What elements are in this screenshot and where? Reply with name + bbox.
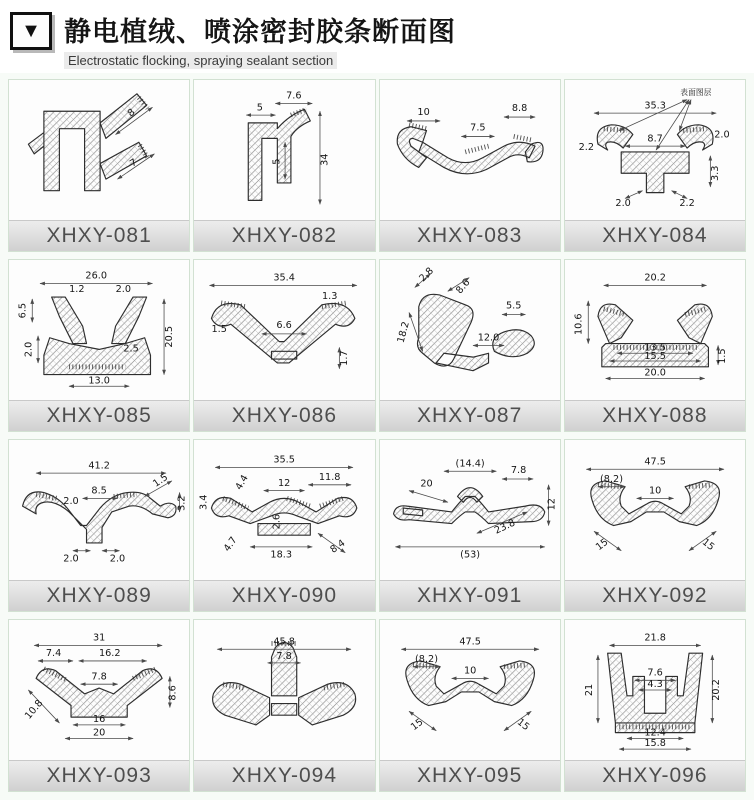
dimension-label: 23.8 — [492, 517, 517, 537]
dimension-label: 21 — [583, 683, 595, 697]
cross-section-svg — [380, 620, 560, 760]
dimension-label: 7.5 — [469, 122, 486, 134]
catalog-cell — [8, 259, 190, 432]
dimension-label: 18.3 — [270, 549, 293, 561]
profile-shape — [23, 492, 176, 543]
model-number-caption: XHXY-081 — [9, 220, 189, 251]
dimension-label: 1.2 — [69, 284, 85, 296]
dimension-label: 1.5 — [211, 323, 228, 335]
dimension-label: 3.4 — [198, 494, 210, 510]
model-number-caption: XHXY-084 — [565, 220, 745, 251]
dimension-label: 35.4 — [273, 272, 296, 284]
catalog-cell — [564, 259, 746, 432]
cross-section-drawing — [194, 440, 374, 580]
dimension-label: 8.4 — [328, 537, 348, 556]
dimension-label: 4.3 — [647, 679, 663, 691]
dimension-label: 15 — [699, 536, 717, 553]
dimension-label: 20.2 — [710, 679, 722, 701]
model-number-caption: XHXY-092 — [565, 580, 745, 611]
dimension-label: 20 — [92, 727, 106, 739]
dimension-label: 2.0 — [109, 553, 126, 565]
dimension-label: 1.7 — [339, 350, 351, 366]
catalog-cell — [379, 79, 561, 252]
model-number-caption: XHXY-091 — [380, 580, 560, 611]
dimension-label: 10 — [416, 107, 430, 119]
cross-section-svg — [565, 440, 745, 580]
cross-section-drawing — [380, 260, 560, 400]
dimension-label: 7.8 — [276, 650, 293, 662]
model-number-caption: XHXY-094 — [194, 760, 374, 791]
dimension-label: 15 — [593, 536, 611, 553]
dimension-label: 2.0 — [63, 553, 79, 565]
profile-shape — [44, 297, 151, 375]
model-number-caption: XHXY-096 — [565, 760, 745, 791]
dimension-label: 3.3 — [709, 165, 721, 181]
dimension-label: 7 — [128, 157, 140, 170]
dimension-label: 13.5 — [644, 342, 666, 354]
dimension-label: 3.2 — [176, 495, 188, 511]
cross-section-drawing — [565, 80, 745, 220]
dimension-label: 20.2 — [644, 272, 666, 284]
cross-section-drawing — [9, 620, 189, 760]
cross-section-svg — [565, 260, 745, 400]
dimension-label: 10 — [648, 485, 662, 497]
catalog-cell — [193, 619, 375, 792]
profile-shape — [249, 109, 311, 200]
cross-section-drawing — [194, 80, 374, 220]
dimension-label: (53) — [459, 549, 480, 561]
dimension-label: 8.6 — [453, 277, 473, 297]
dimension-label: (8.2) — [599, 473, 623, 485]
dimension-label: 12 — [545, 498, 557, 511]
cross-section-svg — [565, 80, 745, 220]
page-header — [0, 0, 754, 73]
dimension-label: 5 — [271, 158, 283, 165]
cross-section-svg — [9, 80, 189, 220]
dimension-label: 11.8 — [319, 471, 341, 483]
cross-section-drawing — [380, 620, 560, 760]
catalog-cell — [564, 439, 746, 612]
cross-section-svg — [380, 440, 560, 580]
cross-section-svg — [194, 440, 374, 580]
cross-section-drawing — [380, 80, 560, 220]
dimension-label: 4.4 — [233, 473, 252, 493]
dimension-label: 7.8 — [91, 671, 107, 683]
dimension-label: 8 — [125, 106, 138, 120]
dimension-label: 2.0 — [115, 284, 132, 296]
profile-shape — [212, 303, 355, 362]
dimension-label: 10.6 — [573, 313, 585, 335]
catalog-cell — [379, 439, 561, 612]
dimension-label: 8.7 — [647, 133, 663, 145]
cross-section-drawing — [194, 620, 374, 760]
dimension-label: 5 — [257, 102, 264, 114]
model-number-caption: XHXY-089 — [9, 580, 189, 611]
dimension-label: 2.2 — [679, 198, 695, 210]
dimension-line — [409, 491, 448, 503]
dimension-label: 7.4 — [45, 648, 62, 660]
dimension-label: 15.5 — [644, 351, 666, 363]
catalog-cell — [193, 259, 375, 432]
dimension-label: 31 — [92, 632, 106, 644]
catalog-cell — [8, 439, 190, 612]
model-number-caption: XHXY-082 — [194, 220, 374, 251]
cross-section-svg — [9, 260, 189, 400]
cross-section-svg — [194, 620, 374, 760]
dimension-label: 13.0 — [88, 375, 110, 387]
profile-shape — [212, 498, 357, 536]
inverted-triangle-logo-icon: ▼ — [10, 12, 52, 50]
dimension-label: 6.5 — [17, 302, 29, 319]
catalog-cell — [564, 619, 746, 792]
dimension-label: 35.5 — [273, 454, 296, 466]
dimension-label: 8.8 — [511, 103, 527, 115]
dimension-label: 2.0 — [615, 198, 631, 210]
dimension-label: 15 — [408, 716, 425, 733]
dimension-label: 18.2 — [395, 320, 412, 345]
dimension-label: 1.5 — [151, 471, 171, 490]
cross-section-drawing — [9, 440, 189, 580]
cross-section-drawing — [565, 260, 745, 400]
dimension-label: 12.4 — [644, 727, 666, 739]
dimension-label: 7.8 — [510, 465, 526, 477]
dimension-label: 10 — [463, 665, 476, 677]
dimension-label: 4.7 — [222, 534, 240, 554]
cross-section-drawing — [9, 260, 189, 400]
model-number-caption: XHXY-083 — [380, 220, 560, 251]
dimension-label: 8.5 — [91, 485, 107, 497]
dimension-label: 2.5 — [123, 343, 139, 355]
cross-section-drawing — [380, 440, 560, 580]
dimension-label: 2.0 — [23, 341, 35, 358]
dimension-label: 20 — [419, 478, 433, 490]
cross-section-drawing — [565, 620, 745, 760]
dimension-label: 2.2 — [578, 142, 594, 153]
dimension-label: 16.2 — [98, 648, 121, 660]
dimension-label: (8.2) — [414, 653, 438, 665]
dimension-label: 7.6 — [647, 667, 663, 679]
dimension-label: 8.6 — [167, 685, 179, 701]
dimension-label: 26.0 — [85, 270, 108, 282]
dimension-label: 10.8 — [23, 697, 46, 722]
catalog-cell — [193, 439, 375, 612]
dimension-label: 16 — [92, 713, 106, 725]
flocking-ticks — [513, 136, 532, 140]
catalog-cell — [8, 79, 190, 252]
title-block — [64, 10, 456, 69]
dimension-label: 21.8 — [644, 632, 666, 644]
catalog-cell — [8, 619, 190, 792]
model-number-caption: XHXY-090 — [194, 580, 374, 611]
model-number-caption: XHXY-088 — [565, 400, 745, 431]
dimension-label: 34 — [319, 153, 331, 166]
catalog-cell — [564, 79, 746, 252]
dimension-label: 5.5 — [505, 300, 521, 312]
cross-section-svg — [9, 440, 189, 580]
cross-section-drawing — [194, 260, 374, 400]
profile-shape — [397, 127, 543, 174]
catalog-cell — [193, 79, 375, 252]
cross-section-svg — [565, 620, 745, 760]
cross-section-svg — [9, 620, 189, 760]
dimension-label: 15.8 — [644, 738, 666, 750]
dimension-label: 1.5 — [716, 348, 728, 364]
dimension-label: 45.8 — [273, 636, 296, 648]
dimension-label: 20.5 — [163, 325, 175, 348]
dimension-label: 2.6 — [271, 513, 283, 530]
cross-section-drawing — [565, 440, 745, 580]
model-number-caption: XHXY-095 — [380, 760, 560, 791]
dimension-label: 15 — [514, 716, 531, 733]
dimension-label: 表面图层 — [680, 87, 712, 97]
dimension-label: 47.5 — [644, 456, 666, 468]
catalog-cell — [379, 619, 561, 792]
dimension-label: 2.0 — [714, 129, 730, 141]
dimension-label: 20.0 — [644, 367, 666, 379]
dimension-label: 2.8 — [416, 265, 436, 285]
page-title: 静电植绒、喷涂密封胶条断面图 — [64, 17, 456, 47]
model-number-caption: XHXY-085 — [9, 400, 189, 431]
dimension-label: 2.0 — [63, 496, 79, 508]
flocking-ticks — [465, 146, 488, 152]
model-number-caption: XHXY-087 — [380, 400, 560, 431]
cross-section-svg — [194, 80, 374, 220]
cross-section-svg — [380, 80, 560, 220]
profile-shape — [607, 653, 702, 732]
dimension-label: 47.5 — [458, 636, 481, 648]
dimension-label: (14.4) — [455, 458, 485, 470]
dimension-label: 7.6 — [286, 90, 302, 102]
dimension-label: 6.6 — [276, 320, 293, 332]
model-number-caption: XHXY-093 — [9, 760, 189, 791]
dimension-label: 12.0 — [477, 332, 499, 344]
catalog-cell — [379, 259, 561, 432]
cross-section-drawing — [9, 80, 189, 220]
model-number-caption: XHXY-086 — [194, 400, 374, 431]
cross-section-svg — [194, 260, 374, 400]
cross-section-svg — [380, 260, 560, 400]
dimension-label: 35.3 — [644, 100, 666, 112]
dimension-label: 41.2 — [88, 460, 110, 472]
page-subtitle: Electrostatic flocking, spraying sealant section — [64, 52, 337, 69]
dimension-label: 12 — [278, 477, 291, 489]
dimension-label: 1.3 — [322, 290, 338, 302]
catalog-grid — [0, 73, 754, 800]
